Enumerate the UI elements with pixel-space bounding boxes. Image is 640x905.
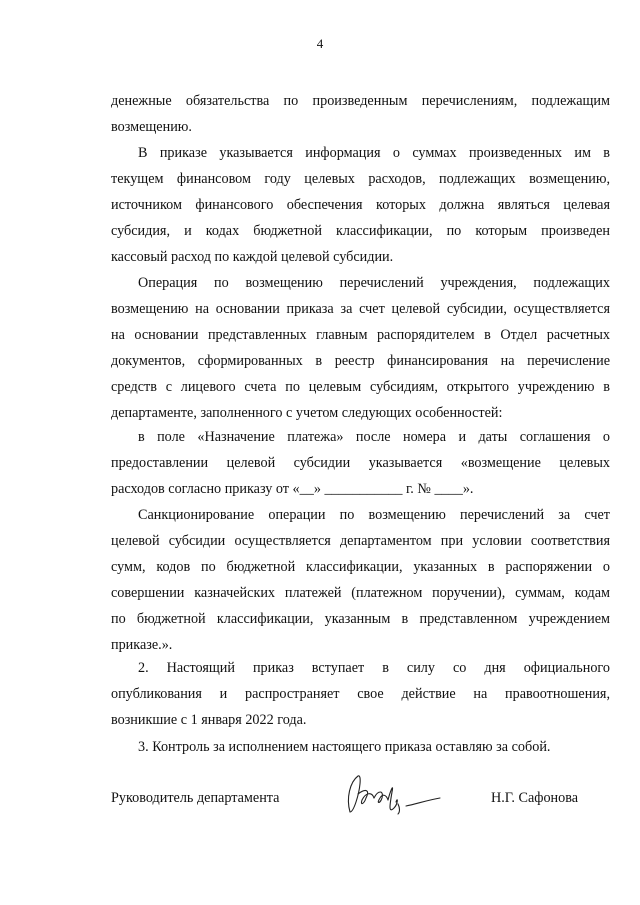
paragraph-6: [111, 655, 610, 733]
text-line: опубликования и распространяет свое действие на правоотношения,: [111, 686, 610, 702]
text-line: денежные обязательства по произведенным перечислениям, подлежащим: [111, 93, 610, 109]
text-line: 2. Настоящий приказ вступает в силу со дня официального: [138, 660, 610, 676]
text-line: текущем финансовом году целевых расходов, подлежащих возмещению,: [111, 171, 610, 187]
text-line: В приказе указывается информация о суммах произведенных им в: [138, 145, 610, 161]
text-line: в поле «Назначение платежа» после номера и даты соглашения о: [138, 429, 610, 445]
text-line: документов, сформированных в реестр финансирования на перечисление: [111, 353, 610, 369]
text-line: кассовый расход по каждой целевой субсидии.: [111, 249, 394, 265]
text-line: по бюджетной классификации, указанным в представленном учреждением: [111, 611, 610, 627]
text-line: сумм, кодов по бюджетной классификации, указанных в распоряжении о: [111, 559, 610, 575]
text-line: 3. Контроль за исполнением настоящего приказа оставляю за собой.: [138, 739, 551, 755]
paragraph-2: [111, 140, 610, 270]
text-line: Санкционирование операции по возмещению перечислений за счет: [138, 507, 610, 523]
paragraph-4: [111, 424, 610, 502]
text-line: Операция по возмещению перечислений учреждения, подлежащих: [138, 275, 610, 291]
text-line: приказе.».: [111, 637, 173, 653]
paragraph-3: [111, 270, 610, 426]
text-line: на основании представленных главным распорядителем в Отдел расчетных: [111, 327, 610, 343]
text-line: субсидия, и кодах бюджетной классификации, по которым произведен: [111, 223, 610, 239]
paragraph-7: [111, 734, 610, 760]
text-line: средств с лицевого счета по целевым субсидиям, открытого учреждению в: [111, 379, 610, 395]
page-number: 4: [316, 36, 324, 51]
paragraph-5: [111, 502, 610, 658]
text-line: целевой субсидии осуществляется департаментом при условии соответствия: [111, 533, 610, 549]
text-line: возмещению.: [111, 119, 192, 135]
text-line: источником финансового обеспечения которых должна являться целевая: [111, 197, 610, 213]
text-line: возникшие с 1 января 2022 года.: [111, 712, 307, 728]
text-line: предоставлении целевой субсидии указывается «возмещение целевых: [111, 455, 610, 471]
signatory-name: Н.Г. Сафонова: [491, 790, 579, 806]
signatory-title: Руководитель департамента: [111, 790, 280, 806]
handwritten-signature: [336, 768, 446, 820]
text-line: совершении казначейских платежей (платежном поручении), суммам, кодам: [111, 585, 610, 601]
text-line: возмещению на основании приказа за счет целевой субсидии, осуществляется: [111, 301, 610, 317]
paragraph-1: [111, 88, 610, 140]
text-line: департаменте, заполненного с учетом следующих особенностей:: [111, 405, 503, 421]
text-line: расходов согласно приказу от «__» ___________ г. № ____».: [111, 481, 474, 497]
